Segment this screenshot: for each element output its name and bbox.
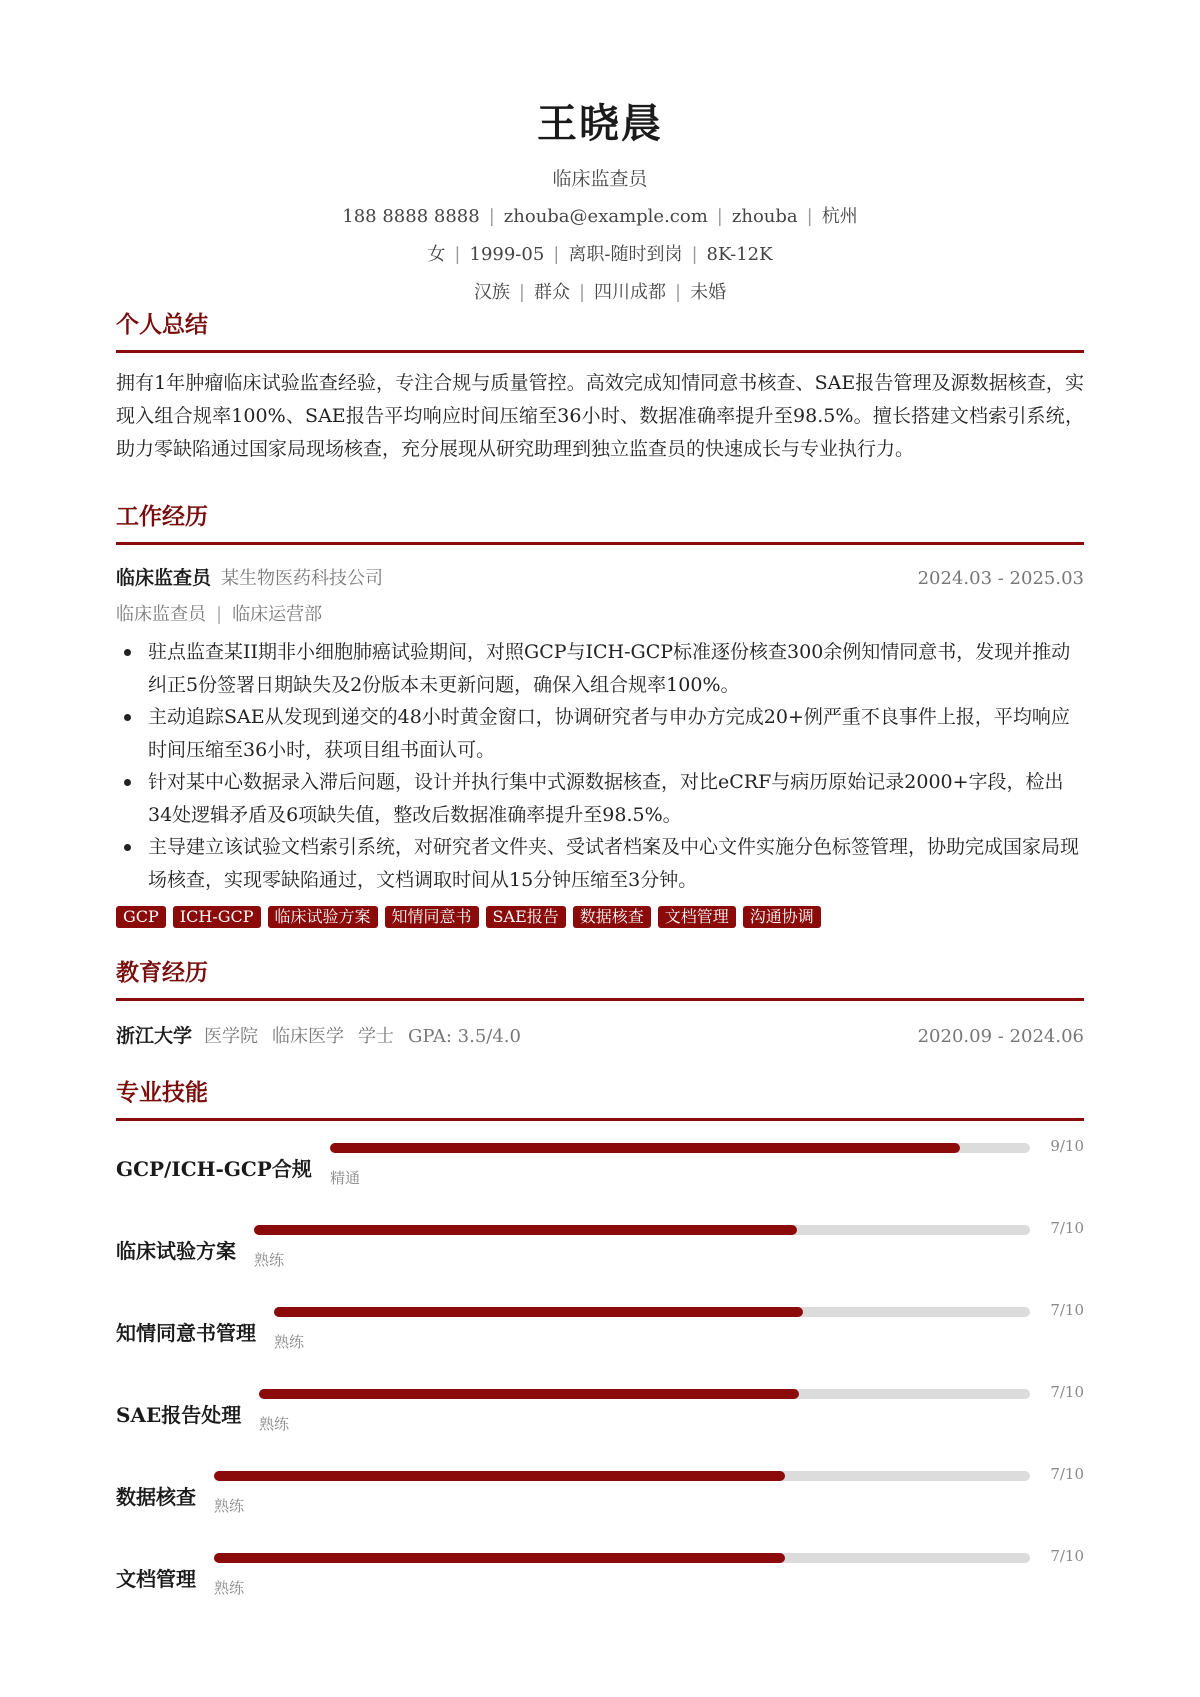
skill-tag: 知情同意书 bbox=[385, 906, 479, 928]
skill-tag: 数据核查 bbox=[573, 906, 651, 928]
skill-bar-fill bbox=[330, 1143, 960, 1153]
contact-row: 188 8888 8888 | zhouba@example.com | zhouba | 杭州 bbox=[342, 206, 858, 227]
birth: 1999-05 bbox=[469, 244, 545, 265]
ethnicity: 汉族 bbox=[473, 282, 510, 303]
list-item: 主导建立该试验文档索引系统，对研究者文件夹、受试者档案及中心文件实施分色标签管理，协助完成国家局现场核查，实现零缺陷通过，文档调取时间从15分钟压缩至3分钟。 bbox=[116, 831, 1084, 896]
availability: 离职-随时到岗 bbox=[568, 244, 683, 265]
skill-score: 7/10 bbox=[1050, 1383, 1084, 1401]
resume-header bbox=[116, 0, 1084, 306]
education-heading-bar bbox=[116, 958, 1084, 1001]
education-section bbox=[116, 958, 1084, 1048]
summary-heading: 个人总结 bbox=[116, 311, 208, 338]
skill-tags bbox=[116, 906, 1084, 928]
email: zhouba@example.com bbox=[503, 206, 708, 227]
work-heading: 工作经历 bbox=[116, 503, 208, 530]
skill-name: SAE报告处理 bbox=[116, 1403, 242, 1427]
summary-text: 拥有1年肿瘤临床试验监查经验，专注合规与质量管控。高效完成知情同意书核查、SAE报告管理及源数据核查，实现入组合规率100%、SAE报告平均响应时间压缩至36小时、数据准确率提升至98.5%。擅长搭建文档索引系统，助力零缺陷通过国家局现场核查，充分展现从研究助理到独立监查员的快速成长与专业执行力。 bbox=[116, 372, 1084, 460]
hometown: 四川成都 bbox=[594, 282, 667, 303]
education-date: 2020.09 - 2024.06 bbox=[917, 1026, 1084, 1047]
skills-heading-bar bbox=[116, 1078, 1084, 1121]
skill-bar-track bbox=[259, 1389, 1030, 1399]
work-heading-bar bbox=[116, 502, 1084, 545]
education-heading: 教育经历 bbox=[116, 959, 208, 986]
skill-tag: 沟通协调 bbox=[743, 906, 821, 928]
skill-tag: SAE报告 bbox=[486, 906, 566, 928]
skill-level: 熟练 bbox=[274, 1333, 305, 1351]
college: 医学院 bbox=[204, 1026, 259, 1047]
job-company: 某生物医药科技公司 bbox=[221, 568, 384, 589]
city: 杭州 bbox=[821, 206, 858, 227]
job-role: 临床监查员 bbox=[116, 567, 212, 589]
skill-score: 7/10 bbox=[1050, 1219, 1084, 1237]
skill-level: 精通 bbox=[330, 1169, 361, 1187]
political-status: 群众 bbox=[533, 282, 570, 303]
job-department: 临床运营部 bbox=[232, 604, 323, 625]
skill-name: 文档管理 bbox=[116, 1567, 196, 1591]
skill-tag: 临床试验方案 bbox=[268, 906, 378, 928]
summary-heading-bar bbox=[116, 310, 1084, 353]
skill-score: 7/10 bbox=[1050, 1547, 1084, 1565]
degree: 学士 bbox=[358, 1026, 395, 1047]
skill-name: 知情同意书管理 bbox=[116, 1321, 256, 1345]
skill-bar-fill bbox=[214, 1553, 785, 1563]
major: 临床医学 bbox=[272, 1026, 345, 1047]
skill-name: 临床试验方案 bbox=[116, 1239, 236, 1263]
school-name: 浙江大学 bbox=[116, 1025, 193, 1047]
skill-tag: GCP bbox=[116, 906, 166, 928]
skill-row bbox=[116, 1547, 1084, 1629]
skill-level: 熟练 bbox=[214, 1497, 245, 1515]
phone: 188 8888 8888 bbox=[342, 206, 480, 227]
gpa: GPA: 3.5/4.0 bbox=[408, 1026, 521, 1047]
background-row: 汉族 | 群众 | 四川成都 | 未婚 bbox=[473, 282, 727, 303]
skill-bar-track bbox=[214, 1553, 1030, 1563]
skill-name: 数据核查 bbox=[116, 1485, 196, 1509]
skill-bar-fill bbox=[254, 1225, 797, 1235]
skill-row bbox=[116, 1219, 1084, 1301]
list-item: 驻点监查某II期非小细胞肺癌试验期间，对照GCP与ICH-GCP标准逐份核查300余例知情同意书，发现并推动纠正5份签署日期缺失及2份版本未更新问题，确保入组合规率100%。 bbox=[116, 636, 1084, 701]
list-item: 针对某中心数据录入滞后问题，设计并执行集中式源数据核查，对比eCRF与病历原始记录2000+字段，检出34处逻辑矛盾及6项缺失值，整改后数据准确率提升至98.5%。 bbox=[116, 766, 1084, 831]
skills-heading: 专业技能 bbox=[116, 1079, 208, 1106]
job-bullets bbox=[116, 636, 1084, 896]
skill-tag: ICH-GCP bbox=[173, 906, 261, 928]
skill-level: 熟练 bbox=[259, 1415, 290, 1433]
job-subline: 临床监查员 | 临床运营部 bbox=[116, 604, 323, 625]
job-header bbox=[116, 563, 1084, 590]
skills-list bbox=[116, 1137, 1084, 1629]
skill-score: 9/10 bbox=[1050, 1137, 1084, 1155]
skill-bar-track bbox=[254, 1225, 1030, 1235]
job-title: 临床监查员 bbox=[552, 168, 648, 190]
skill-bar-fill bbox=[274, 1307, 803, 1317]
candidate-name: 王晓晨 bbox=[537, 100, 663, 147]
skill-bar-track bbox=[214, 1471, 1030, 1481]
skill-bar-fill bbox=[259, 1389, 799, 1399]
skill-name: GCP/ICH-GCP合规 bbox=[116, 1157, 312, 1181]
skill-level: 熟练 bbox=[254, 1251, 285, 1269]
skill-bar-fill bbox=[214, 1471, 785, 1481]
personal-row: 女 | 1999-05 | 离职-随时到岗 | 8K-12K bbox=[427, 244, 773, 265]
list-item: 主动追踪SAE从发现到递交的48小时黄金窗口，协调研究者与申办方完成20+例严重不良事件上报，平均响应时间压缩至36小时，获项目组书面认可。 bbox=[116, 701, 1084, 766]
skill-score: 7/10 bbox=[1050, 1301, 1084, 1319]
skill-row bbox=[116, 1465, 1084, 1547]
skill-row bbox=[116, 1137, 1084, 1219]
job-date: 2024.03 - 2025.03 bbox=[917, 568, 1084, 589]
skill-row bbox=[116, 1383, 1084, 1465]
skills-section bbox=[116, 1078, 1084, 1629]
skill-bar-track bbox=[274, 1307, 1030, 1317]
skill-tag: 文档管理 bbox=[658, 906, 736, 928]
summary-section bbox=[116, 310, 1084, 466]
marital-status: 未婚 bbox=[690, 282, 727, 303]
education-row bbox=[116, 1021, 1084, 1048]
skill-bar-track bbox=[330, 1143, 1030, 1153]
work-section bbox=[116, 502, 1084, 928]
skill-row bbox=[116, 1301, 1084, 1383]
job-position: 临床监查员 bbox=[116, 604, 206, 625]
wechat: zhouba bbox=[731, 206, 798, 227]
skill-level: 熟练 bbox=[214, 1579, 245, 1597]
salary: 8K-12K bbox=[706, 244, 773, 265]
gender: 女 bbox=[427, 244, 446, 265]
skill-score: 7/10 bbox=[1050, 1465, 1084, 1483]
